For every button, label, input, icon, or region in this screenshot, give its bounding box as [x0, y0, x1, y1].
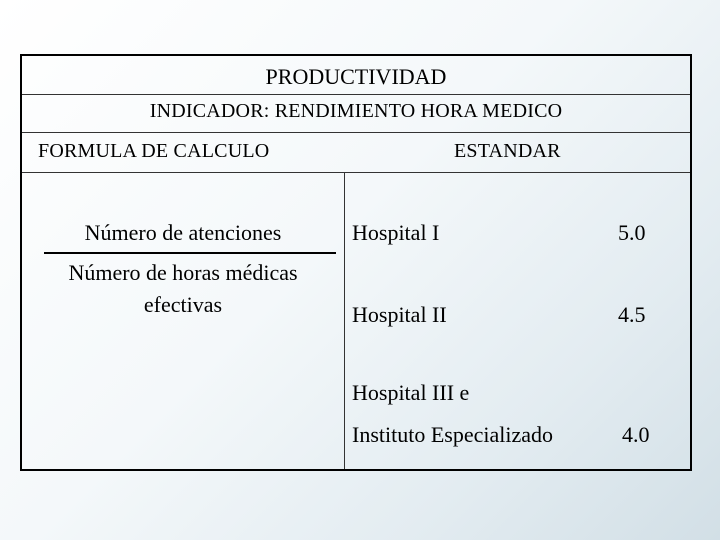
- formula-denominator-line2: efectivas: [143, 292, 223, 317]
- column-divider: [344, 172, 345, 469]
- divider: [22, 132, 690, 133]
- divider: [22, 172, 690, 173]
- formula-column-header: FORMULA DE CALCULO: [38, 140, 270, 162]
- divider: [22, 94, 690, 95]
- formula-numerator: Número de atenciones: [84, 220, 282, 245]
- formula-denominator-line1: Número de horas médicas: [68, 260, 298, 285]
- standard-label-hospital-1: Hospital I: [352, 220, 440, 245]
- standard-value-hospital-3: 4.0: [622, 422, 650, 447]
- standard-label-hospital-3-line2: Instituto Especializado: [352, 422, 553, 447]
- standard-column-header: ESTANDAR: [454, 140, 561, 162]
- fraction-line: [44, 252, 336, 254]
- standard-value-hospital-2: 4.5: [618, 302, 646, 327]
- standard-label-hospital-3-line1: Hospital III e: [352, 380, 470, 405]
- standard-value-hospital-1: 5.0: [618, 220, 646, 245]
- productivity-table: [20, 54, 692, 471]
- indicator-heading: INDICADOR: RENDIMIENTO HORA MEDICO: [149, 100, 563, 122]
- table-title: PRODUCTIVIDAD: [265, 64, 447, 89]
- standard-label-hospital-2: Hospital II: [352, 302, 447, 327]
